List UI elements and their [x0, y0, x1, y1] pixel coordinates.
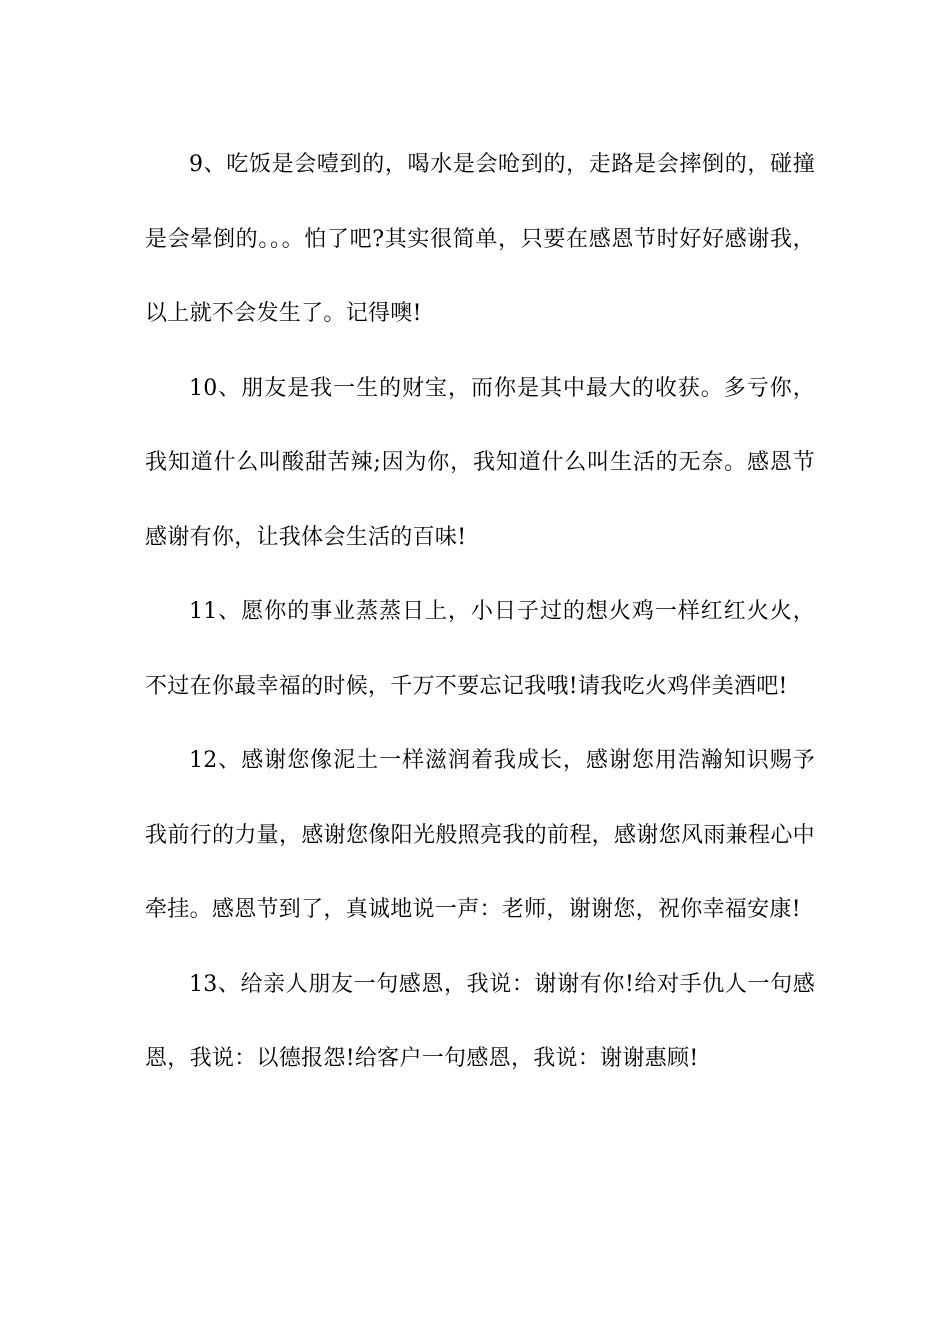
paragraph-10: 10、朋友是我一生的财宝，而你是其中最大的收获。多亏你，我知道什么叫酸甜苦辣;因为你，我知道什么叫生活的无奈。感恩节感谢有你，让我体会生活的百味!: [145, 375, 815, 550]
paragraph-11: 11、愿你的事业蒸蒸日上，小日子过的想火鸡一样红红火火，不过在你最幸福的时候，千万不要忘记我哦!请我吃火鸡伴美酒吧!: [145, 599, 815, 699]
paragraph-13: 13、给亲人朋友一句感恩，我说：谢谢有你!给对手仇人一句感恩，我说：以德报怨!给客户一句感恩，我说：谢谢惠顾!: [145, 971, 815, 1071]
paragraph-9: 9、吃饭是会噎到的，喝水是会呛到的，走路是会摔倒的，碰撞是会晕倒的。。。怕了吧?其实很简单，只要在感恩节时好好感谢我，以上就不会发生了。记得噢!: [145, 152, 815, 326]
paragraph-12: 12、感谢您像泥土一样滋润着我成长，感谢您用浩瀚知识赐予我前行的力量，感谢您像阳光般照亮我的前程，感谢您风雨兼程心中牵挂。感恩节到了，真诚地说一声：老师，谢谢您，祝你幸福安康!: [145, 748, 815, 922]
document-body: [145, 128, 815, 1097]
